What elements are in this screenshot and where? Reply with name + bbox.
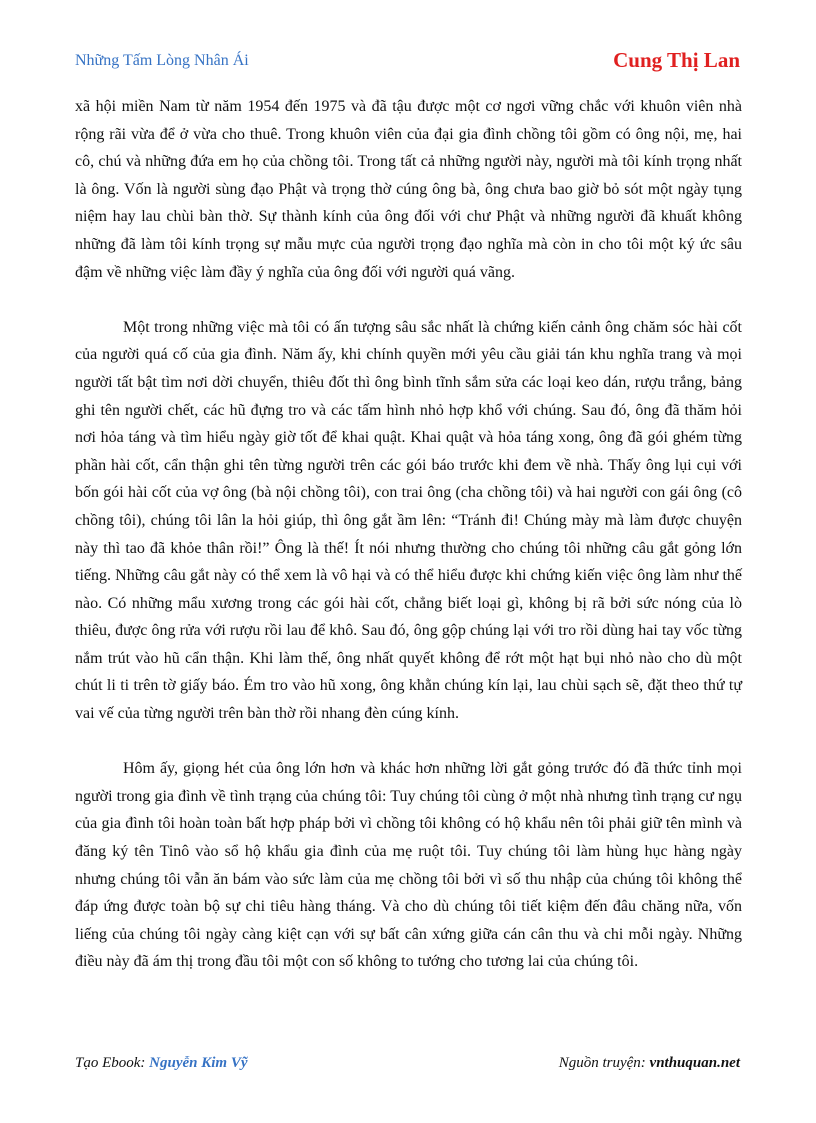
paragraph-1: xã hội miền Nam từ năm 1954 đến 1975 và đã tậu được một cơ ngơi vững chắc với khuôn viên nhà rộng rãi vừa để ở vừa cho thuê. Trong khuôn viên của đại gia đình chồng tôi gồm có ông nội, mẹ, hai cô, chú và những đứa em họ của chồng tôi. Trong tất cả những người này, người mà tôi kính trọng nhất là ông. Vốn là người sùng đạo Phật và trọng thờ cúng ông bà, ông chưa bao giờ bỏ sót một ngày tụng niệm hay lau chùi bàn thờ. Sự thành kính của ông đối với chư Phật và những người đã khuất không những đã làm tôi kính trọng sự mẫu mực của người trọng đạo nghĩa mà còn in cho tôi một ký ức sâu đậm về những việc làm đầy ý nghĩa của ông đối với người quá vãng. (75, 98, 742, 281)
ebook-author: Nguyễn Kim Vỹ (149, 1055, 248, 1071)
body-text (75, 93, 742, 1004)
book-title: Những Tấm Lòng Nhân Ái (75, 52, 249, 69)
paragraph-2: Một trong những việc mà tôi có ấn tượng sâu sắc nhất là chứng kiến cảnh ông chăm sóc hài cốt của người quá cố của gia đình. Năm ấy, khi chính quyền mới yêu cầu giải tán khu nghĩa trang và mọi người tất bật tìm nơi dời chuyển, thiêu đốt thì ông bình tĩnh sắm sửa các loại keo dán, rượu trắng, bảng ghi tên người chết, các hũ đựng tro và các tấm hình nhỏ hợp khổ với chúng. Sau đó, ông đã thăm hỏi nơi hỏa táng và tìm hiểu ngày giờ tốt để khai quật. Khai quật và hỏa táng xong, ông đã gói ghém từng phần hài cốt, cẩn thận ghi tên từng người trên các gói báo trước khi đem về nhà. Thấy ông lụi cụi với bốn gói hài cốt của vợ ông (bà nội chồng tôi), con trai ông (cha chồng tôi) và hai người con gái ông (cô chồng tôi), chúng tôi lân la hỏi giúp, thì ông gắt ầm lên: “Tránh đi! Chúng mày mà làm được chuyện này thì tao đã khỏe thân rồi!” Ông là thế! Ít nói nhưng thường cho chúng tôi những câu gắt gỏng lớn tiếng. Những câu gắt này có thể xem là vô hại và có thể hiểu được khi chứng kiến việc ông làm như thế nào. Có những mẩu xương trong các gói hài cốt, chẳng biết loại gì, không bị rã bởi sức nóng của lò thiêu, được ông rửa với rượu rồi lau để khô. Sau đó, ông gộp chúng lại với tro rồi dùng hai tay vốc từng nắm trút vào hũ cẩn thận. Khi làm thế, ông nhất quyết không để rớt một hạt bụi nhỏ nào cho dù một chút li ti trên tờ giấy báo. Ém tro vào hũ xong, ông khằn chúng kín lại, lau chùi sạch sẽ, đặt theo thứ tự vai vế của từng người trên bàn thờ rồi nhang đèn cúng kính. (75, 318, 742, 723)
footer-ebook-credit (75, 1055, 248, 1072)
ebook-label: Tạo Ebook (75, 1055, 141, 1071)
footer-source-credit (559, 1055, 740, 1072)
author-name: Cung Thị Lan (613, 48, 740, 72)
paragraph-3: Hôm ấy, giọng hét của ông lớn hơn và khác hơn những lời gắt gỏng trước đó đã thức tỉnh mọi người trong gia đình về tình trạng của chúng tôi: Tuy chúng tôi cùng ở một nhà nhưng tình trạng cư ngụ của gia đình tôi hoàn toàn bất hợp pháp bởi vì chồng tôi không có hộ khẩu nên tôi phải giữ tên mình và đăng ký tên Tinô vào sổ hộ khẩu gia đình của mẹ ruột tôi. Tuy chúng tôi làm hùng hục hàng ngày nhưng chúng tôi vẫn ăn bám vào sức làm của mẹ chồng tôi bởi vì số thu nhập của chúng tôi không thể đáp ứng được toàn bộ sự chi tiêu hàng tháng. Và cho dù chúng tôi tiết kiệm đến đâu chăng nữa, vốn liếng của chúng tôi ngày càng kiệt cạn với sự bất cân xứng giữa cán cân thu và chi mỗi ngày. Những điều này đã ám thị trong đầu tôi một con số không to tướng cho tương lai của chúng tôi. (75, 760, 742, 971)
source-separator: : (640, 1055, 650, 1071)
source-site: vnthuquan.net (649, 1055, 740, 1071)
source-label: Nguồn truyện (558, 1055, 641, 1071)
ebook-separator: : (140, 1055, 150, 1071)
